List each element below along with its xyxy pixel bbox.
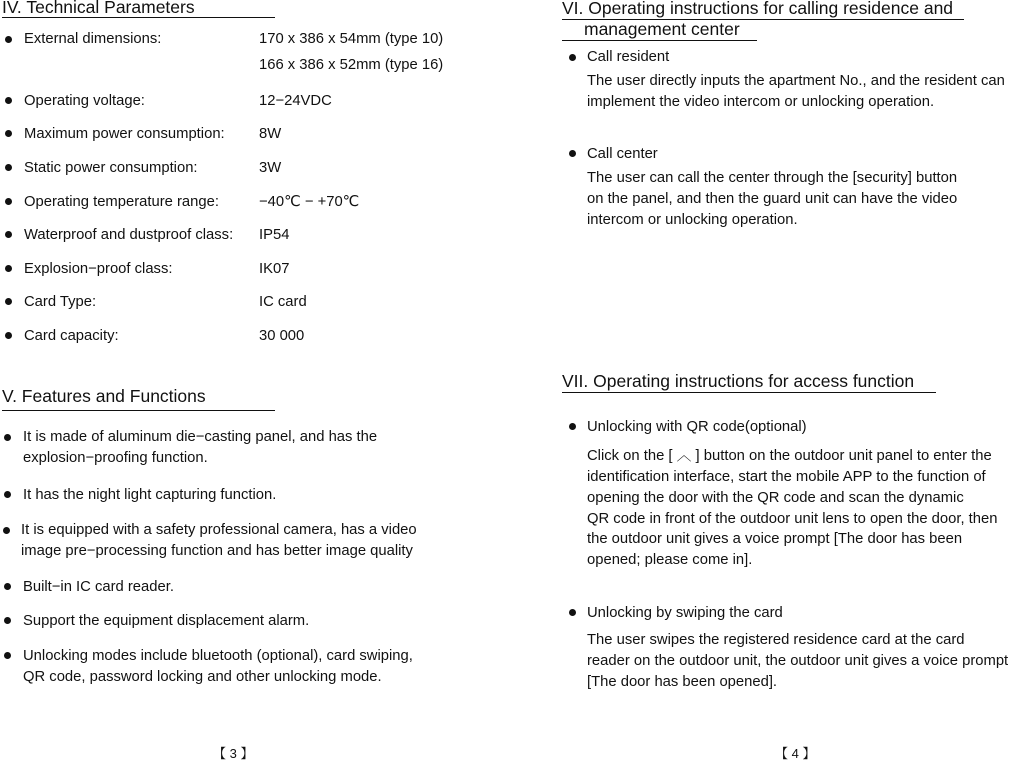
call-resident-line-1: implement the video intercom or unlocking operation. xyxy=(587,94,935,110)
call-center-line-2: intercom or unlocking operation. xyxy=(587,212,798,228)
param-label-max-power: Maximum power consumption: xyxy=(24,126,225,142)
param-value-static-power: 3W xyxy=(259,160,282,176)
page-number: 【 3 】 xyxy=(213,746,254,761)
param-value-operating-voltage: 12−24VDC xyxy=(259,93,332,109)
call-center-title: Call center xyxy=(587,146,658,162)
param-value-external-dimensions-type16: 166 x 386 x 52mm (type 16) xyxy=(259,57,444,73)
access-heading-rule xyxy=(562,392,936,393)
param-label-temperature-range: Operating temperature range: xyxy=(24,194,219,210)
bullet-icon xyxy=(4,583,11,590)
bullet-icon xyxy=(5,130,12,137)
card-unlock-line-2: [The door has been opened]. xyxy=(587,674,778,690)
param-value-temperature-range: −40℃ − +70℃ xyxy=(259,194,360,210)
call-center-line-1: on the panel, and then the guard unit can have the video xyxy=(587,191,958,207)
param-label-operating-voltage: Operating voltage: xyxy=(24,93,145,109)
param-label-card-capacity: Card capacity: xyxy=(24,328,119,344)
card-unlock-title: Unlocking by swiping the card xyxy=(587,605,783,621)
param-value-card-capacity: 30 000 xyxy=(259,328,305,344)
param-value-waterproof-class: IP54 xyxy=(259,227,290,243)
param-label-static-power: Static power consumption: xyxy=(24,160,198,176)
bullet-icon xyxy=(5,265,12,272)
tech-params-heading: IV. Technical Parameters xyxy=(2,0,195,17)
bullet-icon xyxy=(5,164,12,171)
card-unlock-line-1: reader on the outdoor unit, the outdoor unit gives a voice prompt xyxy=(587,653,1009,669)
bullet-icon xyxy=(5,198,12,205)
features-heading-rule xyxy=(2,410,275,411)
bullet-icon xyxy=(5,97,12,104)
bullet-icon xyxy=(5,298,12,305)
bullet-icon xyxy=(5,231,12,238)
qr-unlock-line-3: QR code in front of the outdoor unit lens to open the door, then xyxy=(587,511,998,527)
access-heading: VII. Operating instructions for access function xyxy=(562,371,915,391)
calling-heading-line-0: VI. Operating instructions for calling residence and xyxy=(562,0,954,18)
bullet-icon xyxy=(5,36,12,43)
qr-unlock-line-0: Click on the [ ︿ ] button on the outdoor unit panel to enter the xyxy=(587,448,992,464)
calling-heading-rule-1 xyxy=(562,40,757,41)
param-value-explosion-proof-class: IK07 xyxy=(259,261,290,277)
bullet-icon xyxy=(569,423,576,430)
bullet-icon xyxy=(3,527,10,534)
feature-5-line-1: QR code, password locking and other unlocking mode. xyxy=(23,669,382,685)
bullet-icon xyxy=(569,609,576,616)
qr-unlock-line-2: opening the door with the QR code and scan the dynamic xyxy=(587,490,964,506)
bullet-icon xyxy=(569,150,576,157)
bullet-icon xyxy=(569,54,576,61)
bullet-icon xyxy=(4,434,11,441)
param-label-waterproof-class: Waterproof and dustproof class: xyxy=(24,227,234,243)
bullet-icon xyxy=(4,652,11,659)
feature-5-line-0: Unlocking modes include bluetooth (optional), card swiping, xyxy=(23,648,413,664)
call-resident-title: Call resident xyxy=(587,49,670,65)
right-page xyxy=(508,0,1016,760)
left-page xyxy=(0,0,508,760)
features-heading: V. Features and Functions xyxy=(2,386,206,406)
param-label-explosion-proof-class: Explosion−proof class: xyxy=(24,261,173,277)
bullet-icon xyxy=(4,491,11,498)
bullet-icon xyxy=(4,617,11,624)
feature-0-line-1: explosion−proofing function. xyxy=(23,450,208,466)
call-resident-line-0: The user directly inputs the apartment No., and the resident can xyxy=(587,73,1005,89)
calling-heading-line-1: management center xyxy=(584,19,740,39)
tech-params-heading-rule xyxy=(2,17,275,18)
feature-1-line-0: It has the night light capturing function. xyxy=(23,487,277,503)
param-label-card-type: Card Type: xyxy=(24,294,97,310)
qr-unlock-title: Unlocking with QR code(optional) xyxy=(587,419,807,435)
qr-unlock-line-5: opened; please come in]. xyxy=(587,552,753,568)
feature-2-line-1: image pre−processing function and has better image quality xyxy=(21,543,413,559)
feature-2-line-0: It is equipped with a safety professional camera, has a video xyxy=(21,522,417,538)
feature-0-line-0: It is made of aluminum die−casting panel, and has the xyxy=(23,429,378,445)
param-value-max-power: 8W xyxy=(259,126,282,142)
call-center-line-0: The user can call the center through the [security] button xyxy=(587,170,958,186)
bullet-icon xyxy=(5,332,12,339)
param-label-external-dimensions: External dimensions: xyxy=(24,31,162,47)
param-value-card-type: IC card xyxy=(259,294,307,310)
card-unlock-line-0: The user swipes the registered residence card at the card xyxy=(587,632,965,648)
param-value-external-dimensions-type10: 170 x 386 x 54mm (type 10) xyxy=(259,31,444,47)
qr-unlock-line-4: the outdoor unit gives a voice prompt [The door has been xyxy=(587,531,963,547)
qr-unlock-line-1: identification interface, start the mobile APP to the function of xyxy=(587,469,986,485)
page-number: 【 4 】 xyxy=(775,746,816,761)
feature-4-line-0: Support the equipment displacement alarm. xyxy=(23,613,310,629)
feature-3-line-0: Built−in IC card reader. xyxy=(23,579,174,595)
